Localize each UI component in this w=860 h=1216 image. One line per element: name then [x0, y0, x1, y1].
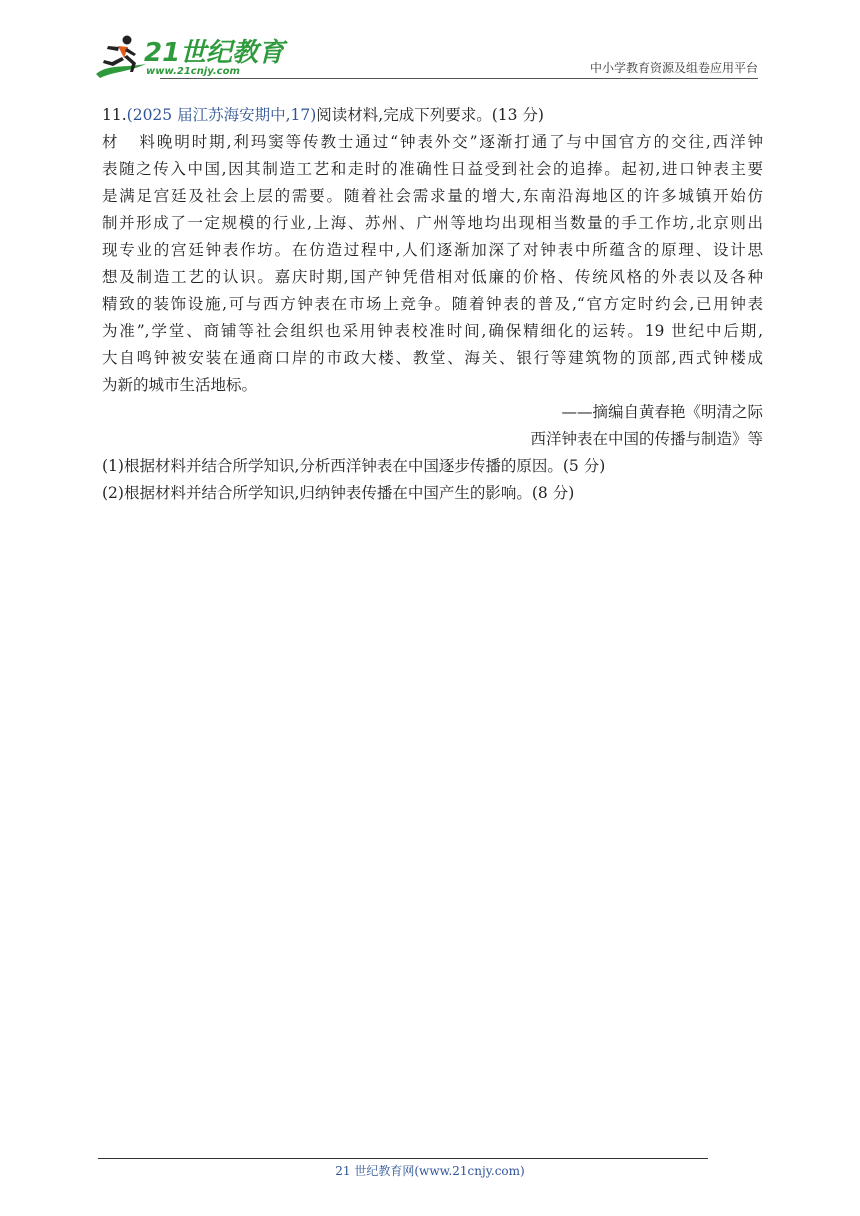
- question-title: 阅读材料,完成下列要求。(13 分): [316, 106, 544, 124]
- footer-link[interactable]: 21 世纪教育网(www.21cnjy.com): [335, 1164, 525, 1178]
- material-label: 材料: [102, 133, 155, 151]
- runner-logo-icon: [94, 34, 148, 78]
- material-line: 精致的装饰设施,可与西方钟表在市场上竞争。随着钟表的普及,“官方定时约会,已用钟表: [102, 295, 763, 313]
- question-source[interactable]: (2025 届江苏海安期中,17): [126, 106, 317, 124]
- material-line: 为准”,学堂、商铺等社会组织也采用钟表校准时间,确保精细化的运转。19 世纪中后期,: [102, 322, 763, 340]
- material-line: 表随之传入中国,因其制造工艺和走时的准确性日益受到社会的追捧。起初,进口钟表主要: [102, 160, 763, 178]
- question-number: 11.: [102, 106, 127, 124]
- attribution-line: ——摘编自黄春艳《明清之际: [561, 403, 763, 421]
- material-line: 是满足宫廷及社会上层的需要。随着社会需求量的增大,东南沿海地区的许多城镇开始仿: [102, 187, 763, 205]
- footer-divider: [98, 1158, 708, 1159]
- brand-name: 21世纪教育: [144, 38, 285, 68]
- sub-question-2: (2)根据材料并结合所学知识,归纳钟表传播在中国产生的影响。(8 分): [102, 484, 575, 502]
- material-line: 为新的城市生活地标。: [102, 376, 258, 394]
- header-platform-text: 中小学教育资源及组卷应用平台: [589, 61, 758, 75]
- material-line: 大自鸣钟被安装在通商口岸的市政大楼、教堂、海关、银行等建筑物的顶部,西式钟楼成: [102, 349, 763, 367]
- attribution-line: 西洋钟表在中国的传播与制造》等: [530, 430, 763, 448]
- question-title-line: [102, 102, 763, 129]
- material-line: 材料晚明时期,利玛窦等传教士通过“钟表外交”逐渐打通了与中国官方的交往,西洋钟: [102, 129, 763, 156]
- brand-url: www.21cnjy.com: [146, 66, 240, 77]
- header-divider: [160, 78, 758, 79]
- material-line: 现专业的宫廷钟表作坊。在仿造过程中,人们逐渐加深了对钟表中所蕴含的原理、设计思: [102, 241, 763, 259]
- material-line: 想及制造工艺的认识。嘉庆时期,国产钟凭借相对低廉的价格、传统风格的外表以及各种: [102, 268, 763, 286]
- material-line: 制并形成了一定规模的行业,上海、苏州、广州等地均出现相当数量的手工作坊,北京则出: [102, 214, 763, 232]
- question-block: [102, 102, 763, 507]
- site-logo[interactable]: [94, 34, 284, 80]
- sub-question-1: (1)根据材料并结合所学知识,分析西洋钟表在中国逐步传播的原因。(5 分): [102, 457, 606, 475]
